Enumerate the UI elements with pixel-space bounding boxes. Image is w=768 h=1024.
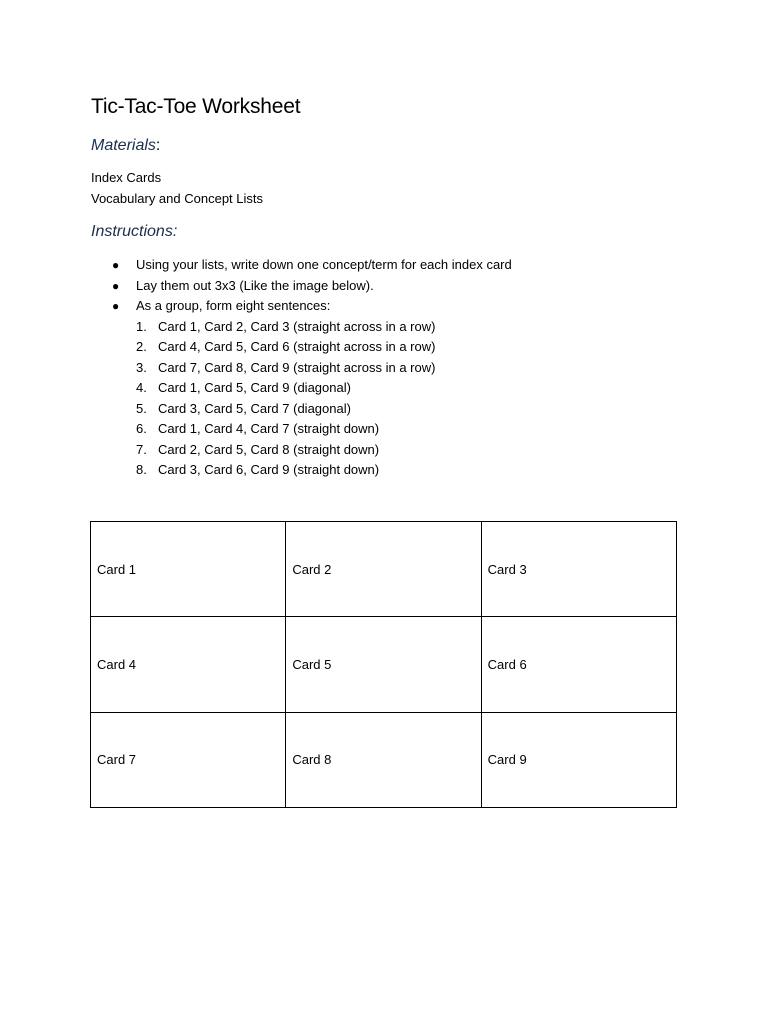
bullet-item — [91, 255, 512, 276]
bullet-icon: ● — [112, 299, 120, 313]
step-text: Card 2, Card 5, Card 8 (straight down) — [158, 441, 380, 457]
page-title: Tic-Tac-Toe Worksheet — [91, 95, 301, 118]
materials-item-index-cards: Index Cards — [91, 170, 162, 185]
step-item — [136, 337, 512, 358]
table-row — [91, 522, 677, 617]
materials-item-vocabulary-lists: Vocabulary and Concept Lists — [91, 191, 263, 206]
card-grid-table — [90, 521, 677, 808]
table-row — [91, 712, 677, 807]
step-text: Card 3, Card 6, Card 9 (straight down) — [158, 462, 380, 477]
card-cell-7: Card 7 — [91, 712, 286, 807]
bullet-text: Using your lists, write down one concept/term for each index card — [136, 257, 512, 272]
step-item — [136, 399, 512, 420]
card-cell-6: Card 6 — [481, 617, 676, 712]
step-number: 8. — [136, 462, 147, 477]
materials-heading-colon: : — [155, 137, 161, 154]
card-cell-4: Card 4 — [91, 617, 286, 712]
step-number: 6. — [136, 421, 147, 436]
materials-heading-label: Materials — [91, 137, 156, 154]
step-number: 3. — [136, 359, 147, 375]
step-text: Card 3, Card 5, Card 7 (diagonal) — [158, 400, 351, 416]
step-item — [136, 358, 512, 379]
step-item — [136, 378, 512, 399]
step-item — [136, 419, 512, 440]
materials-heading — [91, 136, 160, 156]
card-cell-9: Card 9 — [481, 712, 676, 807]
card-cell-3: Card 3 — [481, 522, 676, 617]
step-text: Card 4, Card 5, Card 6 (straight across in a row) — [158, 339, 436, 354]
instructions-bullet-list — [91, 255, 512, 481]
card-cell-8: Card 8 — [286, 712, 481, 807]
step-number: 2. — [136, 339, 147, 354]
card-cell-1: Card 1 — [91, 522, 286, 617]
bullet-item — [91, 296, 512, 481]
table-row — [91, 617, 677, 712]
step-item — [136, 460, 512, 481]
step-text: Card 1, Card 2, Card 3 (straight across in a row) — [158, 318, 436, 334]
bullet-text: As a group, form eight sentences: — [136, 298, 331, 313]
step-text: Card 7, Card 8, Card 9 (straight across in a row) — [158, 359, 436, 375]
step-text: Card 1, Card 5, Card 9 (diagonal) — [158, 380, 351, 395]
instructions-heading: Instructions: — [91, 223, 178, 240]
step-item — [136, 440, 512, 461]
bullet-icon: ● — [112, 278, 120, 293]
step-number: 4. — [136, 380, 147, 395]
card-cell-5: Card 5 — [286, 617, 481, 712]
bullet-text: Lay them out 3x3 (Like the image below). — [136, 277, 374, 293]
sentence-steps-list — [136, 317, 512, 481]
step-item — [136, 317, 512, 338]
step-number: 7. — [136, 441, 147, 457]
bullet-icon: ● — [112, 258, 120, 272]
step-number: 5. — [136, 400, 147, 416]
step-number: 1. — [136, 318, 147, 334]
card-cell-2: Card 2 — [286, 522, 481, 617]
bullet-item — [91, 276, 512, 297]
materials-list — [91, 169, 263, 211]
step-text: Card 1, Card 4, Card 7 (straight down) — [158, 421, 380, 436]
